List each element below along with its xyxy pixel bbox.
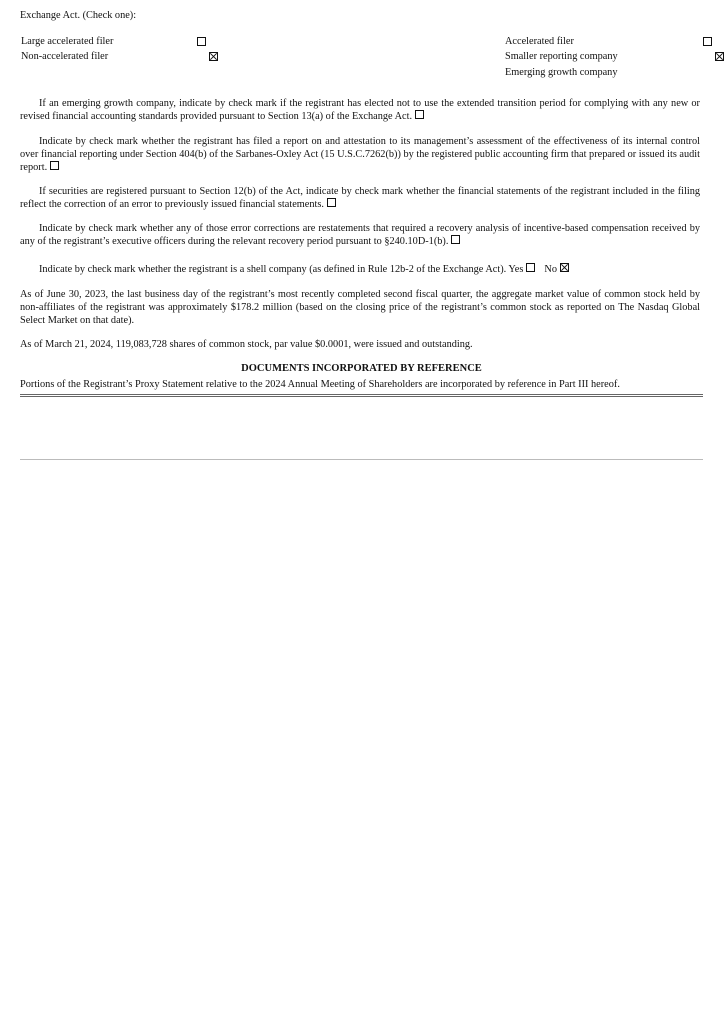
non-accelerated-filer-label: Non-accelerated filer: [21, 51, 109, 62]
double-rule-bottom: [20, 396, 703, 397]
attestation-checkbox[interactable]: [50, 161, 59, 170]
accelerated-filer-checkbox[interactable]: [703, 37, 712, 46]
documents-heading: DOCUMENTS INCORPORATED BY REFERENCE: [241, 363, 482, 374]
shell-no-checkbox[interactable]: [560, 263, 569, 272]
accelerated-filer-label: Accelerated filer: [505, 36, 574, 47]
shell-company-paragraph: [20, 263, 700, 276]
attestation-paragraph: [20, 135, 700, 174]
transition-period-checkbox[interactable]: [415, 110, 424, 119]
shell-yes-checkbox[interactable]: [526, 263, 535, 272]
recovery-analysis-paragraph: [20, 222, 700, 248]
large-accelerated-filer-checkbox[interactable]: [197, 37, 206, 46]
double-rule-top: [20, 394, 703, 395]
error-correction-text: If securities are registered pursuant to Section 12(b) of the Act, indicate by check mark whether the financial statements of the registrant included in the filing reflect the correction of an error to previously issued financial statements.: [20, 186, 700, 210]
non-accelerated-filer-checkbox[interactable]: [209, 52, 218, 61]
error-correction-checkbox[interactable]: [327, 198, 336, 207]
shell-no-label: No: [544, 264, 557, 275]
exchange-act-line: Exchange Act. (Check one):: [20, 10, 137, 21]
recovery-analysis-text: Indicate by check mark whether any of those error corrections are restatements that required a recovery analysis of incentive-based compensation received by any of the registrant’s executive officers during the relevant recovery period pursuant to §240.10D-1(b).: [20, 223, 700, 247]
shares-outstanding-paragraph: As of March 21, 2024, 119,083,728 shares of common stock, par value $0.0001, were issued and outstanding.: [20, 339, 473, 350]
emerging-growth-company-label: Emerging growth company: [505, 67, 618, 78]
shell-company-text: Indicate by check mark whether the registrant is a shell company (as defined in Rule 12b-2 of the Exchange Act).: [39, 264, 507, 275]
documents-incorporated-text: Portions of the Registrant’s Proxy Statement relative to the 2024 Annual Meeting of Shareholders are incorporated by reference in Part III hereof.: [20, 379, 620, 390]
large-accelerated-filer-label: Large accelerated filer: [21, 36, 114, 47]
market-value-paragraph: As of June 30, 2023, the last business day of the registrant’s most recently completed second fiscal quarter, the aggregate market value of common stock held by non-affiliates of the registrant was approximately $178.2 million (based on the closing price of the registrant’s common stock as reported on The Nasdaq Global Select Market on that date).: [20, 289, 700, 326]
emerging-growth-paragraph: [20, 97, 700, 123]
emerging-growth-text: If an emerging growth company, indicate by check mark if the registrant has elected not to use the extended transition period for complying with any new or revised financial accounting standards provided pursuant to Section 13(a) of the Exchange Act.: [20, 98, 700, 122]
recovery-analysis-checkbox[interactable]: [451, 235, 460, 244]
shell-yes-label: Yes: [508, 264, 524, 275]
smaller-reporting-company-checkbox[interactable]: [715, 52, 724, 61]
smaller-reporting-company-label: Smaller reporting company: [505, 51, 618, 62]
page-divider: [20, 459, 703, 460]
attestation-text: Indicate by check mark whether the registrant has filed a report on and attestation to its management’s assessment of the effectiveness of its internal control over financial reporting under Section 404(b) of the Sarbanes-Oxley Act (15 U.S.C.7262(b)) by the registered public accounting firm that prepared or issued its audit report.: [20, 136, 700, 173]
error-correction-paragraph: [20, 185, 700, 211]
